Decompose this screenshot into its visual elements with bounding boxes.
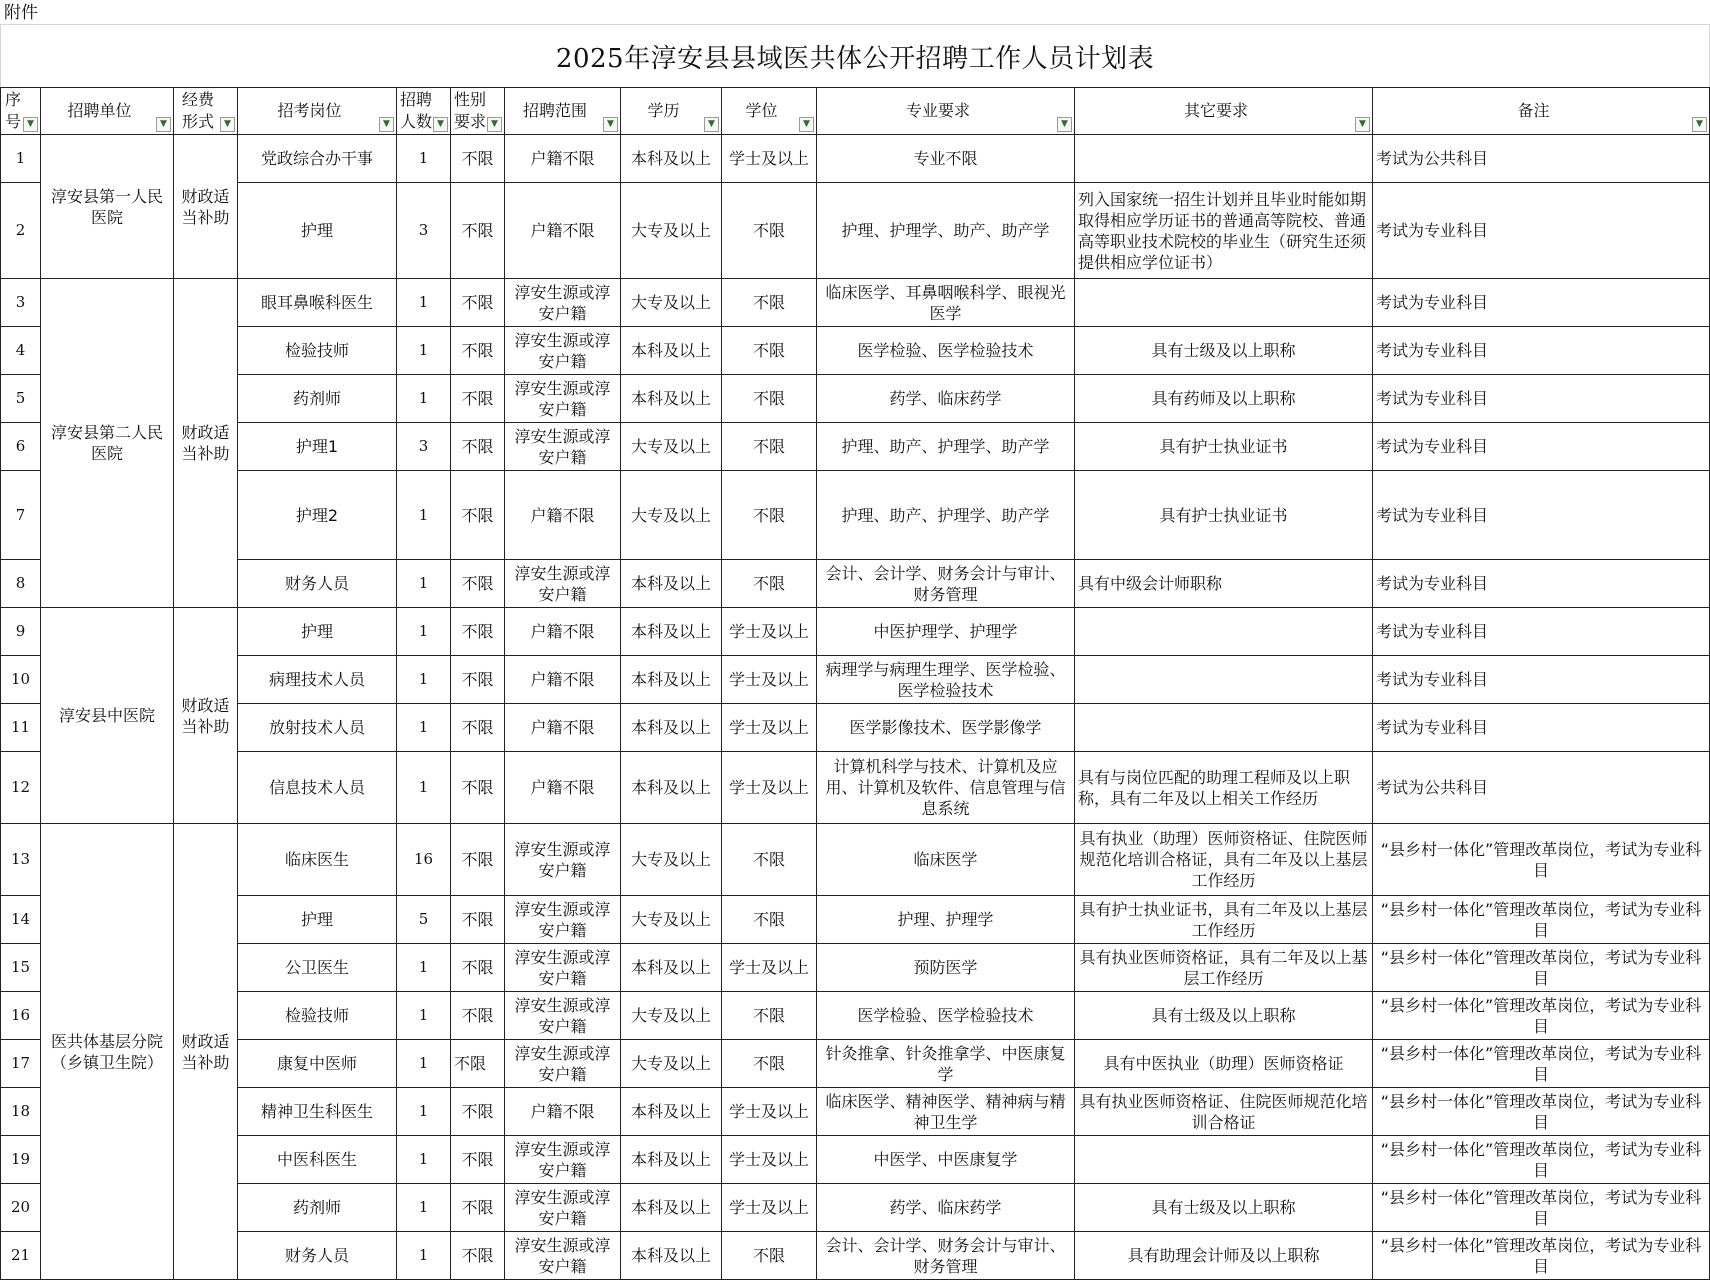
cell-degree[interactable]: 不限 [722, 992, 817, 1040]
cell-degree[interactable]: 不限 [722, 183, 817, 279]
cell-count[interactable]: 3 [397, 183, 451, 279]
cell-gender[interactable]: 不限 [451, 824, 505, 896]
cell-other[interactable] [1075, 704, 1373, 752]
cell-remark[interactable]: 考试为专业科目 [1373, 656, 1710, 704]
filter-dropdown-icon[interactable]: ▼ [487, 117, 502, 132]
cell-gender[interactable]: 不限 [451, 752, 505, 824]
header-no-label: 序号 [4, 90, 21, 131]
cell-education[interactable]: 大专及以上 [621, 423, 722, 471]
cell-post[interactable]: 检验技师 [238, 327, 397, 375]
cell-major[interactable]: 中医学、中医康复学 [817, 1136, 1075, 1184]
cell-other[interactable]: 具有士级及以上职称 [1075, 1184, 1373, 1232]
cell-no[interactable]: 18 [1, 1088, 41, 1136]
cell-no[interactable]: 17 [1, 1040, 41, 1088]
cell-education[interactable]: 大专及以上 [621, 1040, 722, 1088]
cell-major[interactable]: 医学检验、医学检验技术 [817, 992, 1075, 1040]
cell-remark[interactable]: 考试为专业科目 [1373, 560, 1710, 608]
cell-scope[interactable]: 户籍不限 [505, 471, 621, 560]
table-row [1, 704, 1710, 752]
cell-post[interactable]: 护理1 [238, 423, 397, 471]
table-row [1, 824, 1710, 896]
cell-major[interactable]: 会计、会计学、财务会计与审计、财务管理 [817, 1232, 1075, 1280]
cell-no[interactable]: 20 [1, 1184, 41, 1232]
cell-gender[interactable]: 不限 [451, 944, 505, 992]
cell-no[interactable]: 21 [1, 1232, 41, 1280]
cell-degree[interactable]: 学士及以上 [722, 752, 817, 824]
cell-major[interactable]: 病理学与病理生理学、医学检验、医学检验技术 [817, 656, 1075, 704]
header-post[interactable] [238, 88, 397, 135]
cell-post[interactable]: 护理 [238, 183, 397, 279]
cell-scope[interactable]: 淳安生源或淳安户籍 [505, 1040, 621, 1088]
cell-remark[interactable]: “县乡村一体化”管理改革岗位，考试为专业科目 [1373, 1136, 1710, 1184]
cell-post[interactable]: 眼耳鼻喉科医生 [238, 279, 397, 327]
cell-count[interactable]: 1 [397, 375, 451, 423]
filter-dropdown-icon[interactable]: ▼ [433, 117, 448, 132]
cell-gender[interactable]: 不限 [451, 423, 505, 471]
cell-count[interactable]: 1 [397, 704, 451, 752]
table-row [1, 183, 1710, 279]
cell-education[interactable]: 本科及以上 [621, 944, 722, 992]
cell-education[interactable]: 大专及以上 [621, 896, 722, 944]
table-row [1, 944, 1710, 992]
cell-post[interactable]: 财务人员 [238, 1232, 397, 1280]
filter-dropdown-icon[interactable]: ▼ [603, 117, 618, 132]
cell-post[interactable]: 检验技师 [238, 992, 397, 1040]
filter-dropdown-icon[interactable]: ▼ [1355, 117, 1370, 132]
cell-other[interactable]: 具有护士执业证书，具有二年及以上基层工作经历 [1075, 896, 1373, 944]
header-degree-label: 学位 [745, 101, 778, 120]
table-row [1, 992, 1710, 1040]
cell-scope[interactable]: 户籍不限 [505, 135, 621, 183]
cell-scope[interactable]: 淳安生源或淳安户籍 [505, 1184, 621, 1232]
cell-count[interactable]: 1 [397, 752, 451, 824]
cell-scope[interactable]: 淳安生源或淳安户籍 [505, 375, 621, 423]
cell-count[interactable]: 1 [397, 992, 451, 1040]
cell-other[interactable] [1075, 1136, 1373, 1184]
cell-education[interactable]: 本科及以上 [621, 375, 722, 423]
cell-post[interactable]: 病理技术人员 [238, 656, 397, 704]
cell-count[interactable]: 1 [397, 1136, 451, 1184]
cell-count[interactable]: 1 [397, 608, 451, 656]
cell-degree[interactable]: 不限 [722, 471, 817, 560]
cell-post[interactable]: 护理 [238, 896, 397, 944]
table-row [1, 1184, 1710, 1232]
cell-degree[interactable]: 不限 [722, 279, 817, 327]
cell-remark[interactable]: 考试为专业科目 [1373, 279, 1710, 327]
recruitment-table [0, 87, 1710, 1280]
cell-count[interactable]: 1 [397, 1232, 451, 1280]
cell-other[interactable]: 具有药师及以上职称 [1075, 375, 1373, 423]
cell-post[interactable]: 精神卫生科医生 [238, 1088, 397, 1136]
cell-no[interactable]: 19 [1, 1136, 41, 1184]
cell-post[interactable]: 护理 [238, 608, 397, 656]
cell-education[interactable]: 本科及以上 [621, 1088, 722, 1136]
header-scope[interactable] [505, 88, 621, 135]
cell-education[interactable]: 本科及以上 [621, 656, 722, 704]
cell-major[interactable]: 专业不限 [817, 135, 1075, 183]
cell-scope[interactable]: 淳安生源或淳安户籍 [505, 944, 621, 992]
cell-unit[interactable]: 医共体基层分院（乡镇卫生院） [41, 824, 174, 1280]
cell-scope[interactable]: 淳安生源或淳安户籍 [505, 1232, 621, 1280]
cell-scope[interactable]: 淳安生源或淳安户籍 [505, 992, 621, 1040]
cell-gender[interactable]: 不限 [451, 375, 505, 423]
cell-major[interactable]: 护理、助产、护理学、助产学 [817, 471, 1075, 560]
cell-gender[interactable]: 不限 [451, 992, 505, 1040]
cell-post[interactable]: 放射技术人员 [238, 704, 397, 752]
cell-other[interactable]: 具有士级及以上职称 [1075, 327, 1373, 375]
filter-dropdown-icon[interactable]: ▼ [1692, 117, 1707, 132]
cell-count[interactable]: 1 [397, 1184, 451, 1232]
cell-funding[interactable]: 财政适当补助 [174, 279, 238, 608]
header-gender-label: 性别要求 [454, 90, 487, 131]
cell-other[interactable]: 具有助理会计师及以上职称 [1075, 1232, 1373, 1280]
cell-major[interactable]: 中医护理学、护理学 [817, 608, 1075, 656]
cell-post[interactable]: 药剂师 [238, 375, 397, 423]
cell-gender[interactable]: 不限 [451, 1088, 505, 1136]
cell-no[interactable]: 3 [1, 279, 41, 327]
cell-scope[interactable]: 淳安生源或淳安户籍 [505, 423, 621, 471]
cell-scope[interactable]: 户籍不限 [505, 183, 621, 279]
header-remark-label: 备注 [1517, 101, 1550, 120]
cell-other[interactable]: 具有执业医师资格证，具有二年及以上基层工作经历 [1075, 944, 1373, 992]
header-unit[interactable] [41, 88, 174, 135]
filter-dropdown-icon[interactable]: ▼ [1057, 117, 1072, 132]
cell-degree[interactable]: 不限 [722, 824, 817, 896]
cell-post[interactable]: 中医科医生 [238, 1136, 397, 1184]
table-row [1, 1136, 1710, 1184]
cell-major[interactable]: 预防医学 [817, 944, 1075, 992]
cell-unit[interactable]: 淳安县第二人民医院 [41, 279, 174, 608]
cell-gender[interactable]: 不限 [451, 1232, 505, 1280]
cell-education[interactable]: 本科及以上 [621, 560, 722, 608]
cell-major[interactable]: 针灸推拿、针灸推拿学、中医康复学 [817, 1040, 1075, 1088]
table-row [1, 560, 1710, 608]
cell-funding[interactable]: 财政适当补助 [174, 135, 238, 279]
cell-other[interactable] [1075, 279, 1373, 327]
header-other[interactable] [1075, 88, 1373, 135]
cell-education[interactable]: 本科及以上 [621, 327, 722, 375]
cell-no[interactable]: 11 [1, 704, 41, 752]
cell-no[interactable]: 14 [1, 896, 41, 944]
table-row [1, 656, 1710, 704]
cell-no[interactable]: 8 [1, 560, 41, 608]
cell-education[interactable]: 本科及以上 [621, 752, 722, 824]
cell-count[interactable]: 1 [397, 135, 451, 183]
cell-funding[interactable]: 财政适当补助 [174, 608, 238, 824]
cell-gender[interactable]: 不限 [451, 1136, 505, 1184]
cell-degree[interactable]: 学士及以上 [722, 656, 817, 704]
cell-count[interactable]: 1 [397, 471, 451, 560]
cell-other[interactable]: 具有中医执业（助理）医师资格证 [1075, 1040, 1373, 1088]
cell-remark[interactable]: 考试为专业科目 [1373, 471, 1710, 560]
page-title: 2025年淳安县县域医共体公开招聘工作人员计划表 [555, 43, 1155, 74]
cell-remark[interactable]: 考试为专业科目 [1373, 327, 1710, 375]
table-row [1, 1088, 1710, 1136]
cell-remark[interactable]: “县乡村一体化”管理改革岗位，考试为专业科目 [1373, 824, 1710, 896]
cell-post[interactable]: 党政综合办干事 [238, 135, 397, 183]
title-row [0, 25, 1710, 87]
cell-degree[interactable]: 学士及以上 [722, 608, 817, 656]
header-count-label: 招聘人数 [400, 90, 433, 131]
cell-major[interactable]: 医学影像技术、医学影像学 [817, 704, 1075, 752]
cell-count[interactable]: 1 [397, 1088, 451, 1136]
header-scope-label: 招聘范围 [522, 101, 587, 120]
cell-gender[interactable]: 不限 [451, 135, 505, 183]
cell-remark[interactable]: “县乡村一体化”管理改革岗位，考试为专业科目 [1373, 1184, 1710, 1232]
header-funding[interactable] [174, 88, 238, 135]
table-row [1, 1232, 1710, 1280]
cell-scope[interactable]: 户籍不限 [505, 656, 621, 704]
cell-post[interactable]: 财务人员 [238, 560, 397, 608]
cell-education[interactable]: 大专及以上 [621, 279, 722, 327]
header-funding-label: 经费形式 [181, 90, 214, 131]
cell-count[interactable]: 1 [397, 1040, 451, 1088]
cell-other[interactable]: 具有护士执业证书 [1075, 471, 1373, 560]
cell-major[interactable]: 护理、护理学 [817, 896, 1075, 944]
cell-no[interactable]: 15 [1, 944, 41, 992]
cell-remark[interactable]: 考试为专业科目 [1373, 183, 1710, 279]
table-row [1, 279, 1710, 327]
cell-no[interactable]: 9 [1, 608, 41, 656]
cell-no[interactable]: 16 [1, 992, 41, 1040]
cell-gender[interactable]: 不限 [451, 471, 505, 560]
header-remark[interactable] [1373, 88, 1710, 135]
cell-no[interactable]: 6 [1, 423, 41, 471]
filter-dropdown-icon[interactable]: ▼ [704, 117, 719, 132]
table-row [1, 375, 1710, 423]
table-row [1, 1040, 1710, 1088]
cell-remark[interactable]: 考试为公共科目 [1373, 135, 1710, 183]
cell-post[interactable]: 信息技术人员 [238, 752, 397, 824]
table-row [1, 135, 1710, 183]
cell-scope[interactable]: 户籍不限 [505, 704, 621, 752]
cell-post[interactable]: 药剂师 [238, 1184, 397, 1232]
cell-major[interactable]: 药学、临床药学 [817, 1184, 1075, 1232]
cell-degree[interactable]: 不限 [722, 896, 817, 944]
cell-post[interactable]: 公卫医生 [238, 944, 397, 992]
cell-remark[interactable]: 考试为专业科目 [1373, 608, 1710, 656]
cell-count[interactable]: 16 [397, 824, 451, 896]
cell-scope[interactable]: 淳安生源或淳安户籍 [505, 896, 621, 944]
cell-other[interactable]: 列入国家统一招生计划并且毕业时能如期取得相应学历证书的普通高等院校、普通高等职业技术院校的毕业生（研究生还须提供相应学位证书） [1075, 183, 1373, 279]
cell-count[interactable]: 1 [397, 944, 451, 992]
header-major-label: 专业要求 [905, 101, 970, 120]
cell-major[interactable]: 临床医学、耳鼻咽喉科学、眼视光医学 [817, 279, 1075, 327]
cell-remark[interactable]: “县乡村一体化”管理改革岗位，考试为专业科目 [1373, 1232, 1710, 1280]
header-count[interactable] [397, 88, 451, 135]
cell-other[interactable]: 具有士级及以上职称 [1075, 992, 1373, 1040]
cell-gender[interactable]: 不限 [451, 1184, 505, 1232]
cell-degree[interactable]: 不限 [722, 375, 817, 423]
cell-scope[interactable]: 户籍不限 [505, 1088, 621, 1136]
cell-unit[interactable]: 淳安县第一人民医院 [41, 135, 174, 279]
cell-degree[interactable]: 学士及以上 [722, 704, 817, 752]
cell-count[interactable]: 5 [397, 896, 451, 944]
cell-remark[interactable]: 考试为专业科目 [1373, 704, 1710, 752]
cell-education[interactable]: 大专及以上 [621, 183, 722, 279]
cell-education[interactable]: 本科及以上 [621, 135, 722, 183]
cell-major[interactable]: 临床医学 [817, 824, 1075, 896]
cell-other[interactable]: 具有执业医师资格证、住院医师规范化培训合格证 [1075, 1088, 1373, 1136]
cell-funding[interactable]: 财政适当补助 [174, 824, 238, 1280]
cell-education[interactable]: 大专及以上 [621, 471, 722, 560]
cell-education[interactable]: 大专及以上 [621, 992, 722, 1040]
cell-no[interactable]: 12 [1, 752, 41, 824]
cell-degree[interactable]: 不限 [722, 423, 817, 471]
filter-dropdown-icon[interactable]: ▼ [220, 117, 235, 132]
filter-dropdown-icon[interactable]: ▼ [156, 117, 171, 132]
cell-degree[interactable]: 学士及以上 [722, 135, 817, 183]
header-education[interactable] [621, 88, 722, 135]
cell-education[interactable]: 大专及以上 [621, 824, 722, 896]
cell-gender[interactable]: 不限 [451, 656, 505, 704]
filter-dropdown-icon[interactable]: ▼ [379, 117, 394, 132]
header-major[interactable] [817, 88, 1075, 135]
cell-degree[interactable]: 不限 [722, 560, 817, 608]
cell-unit[interactable]: 淳安县中医院 [41, 608, 174, 824]
cell-no[interactable]: 13 [1, 824, 41, 896]
cell-remark[interactable]: “县乡村一体化”管理改革岗位，考试为专业科目 [1373, 1040, 1710, 1088]
cell-count[interactable]: 1 [397, 656, 451, 704]
cell-other[interactable] [1075, 135, 1373, 183]
header-education-label: 学历 [647, 101, 680, 120]
cell-count[interactable]: 3 [397, 423, 451, 471]
cell-major[interactable]: 会计、会计学、财务会计与审计、财务管理 [817, 560, 1075, 608]
table-row [1, 327, 1710, 375]
header-post-label: 招考岗位 [277, 101, 342, 120]
cell-gender[interactable]: 不限 [451, 327, 505, 375]
cell-scope[interactable]: 淳安生源或淳安户籍 [505, 279, 621, 327]
cell-remark[interactable]: “县乡村一体化”管理改革岗位，考试为专业科目 [1373, 896, 1710, 944]
cell-remark[interactable]: 考试为专业科目 [1373, 375, 1710, 423]
cell-gender[interactable]: 不限 [451, 896, 505, 944]
header-unit-label: 招聘单位 [67, 101, 132, 120]
cell-degree[interactable]: 不限 [722, 1040, 817, 1088]
cell-scope[interactable]: 户籍不限 [505, 608, 621, 656]
cell-major[interactable]: 医学检验、医学检验技术 [817, 327, 1075, 375]
cell-gender[interactable]: 不限 [451, 183, 505, 279]
cell-degree[interactable]: 不限 [722, 327, 817, 375]
cell-major[interactable]: 护理、助产、护理学、助产学 [817, 423, 1075, 471]
table-row [1, 896, 1710, 944]
header-no[interactable] [1, 88, 41, 135]
cell-other[interactable]: 具有与岗位匹配的助理工程师及以上职称，具有二年及以上相关工作经历 [1075, 752, 1373, 824]
table-row [1, 423, 1710, 471]
cell-major[interactable]: 药学、临床药学 [817, 375, 1075, 423]
cell-remark[interactable]: “县乡村一体化”管理改革岗位，考试为专业科目 [1373, 992, 1710, 1040]
cell-degree[interactable]: 学士及以上 [722, 1184, 817, 1232]
cell-other[interactable] [1075, 608, 1373, 656]
cell-post[interactable]: 康复中医师 [238, 1040, 397, 1088]
cell-other[interactable]: 具有中级会计师职称 [1075, 560, 1373, 608]
cell-no[interactable]: 2 [1, 183, 41, 279]
table-row [1, 752, 1710, 824]
cell-scope[interactable]: 淳安生源或淳安户籍 [505, 327, 621, 375]
table-row [1, 471, 1710, 560]
cell-scope[interactable]: 淳安生源或淳安户籍 [505, 1136, 621, 1184]
cell-education[interactable]: 本科及以上 [621, 608, 722, 656]
cell-gender[interactable]: 不限 [451, 560, 505, 608]
cell-no[interactable]: 1 [1, 135, 41, 183]
cell-education[interactable]: 本科及以上 [621, 704, 722, 752]
cell-gender[interactable]: 不限 [451, 279, 505, 327]
cell-other[interactable]: 具有执业（助理）医师资格证、住院医师规范化培训合格证，具有二年及以上基层工作经历 [1075, 824, 1373, 896]
cell-no[interactable]: 10 [1, 656, 41, 704]
cell-other[interactable] [1075, 656, 1373, 704]
cell-degree[interactable]: 学士及以上 [722, 1136, 817, 1184]
header-gender[interactable] [451, 88, 505, 135]
cell-education[interactable]: 本科及以上 [621, 1136, 722, 1184]
cell-no[interactable]: 4 [1, 327, 41, 375]
cell-remark[interactable]: 考试为专业科目 [1373, 423, 1710, 471]
cell-remark[interactable]: “县乡村一体化”管理改革岗位，考试为专业科目 [1373, 944, 1710, 992]
cell-major[interactable]: 护理、护理学、助产、助产学 [817, 183, 1075, 279]
cell-major[interactable]: 临床医学、精神医学、精神病与精神卫生学 [817, 1088, 1075, 1136]
cell-no[interactable]: 5 [1, 375, 41, 423]
cell-count[interactable]: 1 [397, 560, 451, 608]
cell-scope[interactable]: 淳安生源或淳安户籍 [505, 560, 621, 608]
cell-count[interactable]: 1 [397, 279, 451, 327]
cell-scope[interactable]: 淳安生源或淳安户籍 [505, 824, 621, 896]
cell-degree[interactable]: 学士及以上 [722, 1088, 817, 1136]
filter-dropdown-icon[interactable]: ▼ [799, 117, 814, 132]
header-row [1, 88, 1710, 135]
attachment-label: 附件 [4, 3, 38, 23]
cell-other[interactable]: 具有护士执业证书 [1075, 423, 1373, 471]
cell-gender[interactable]: 不限 [451, 704, 505, 752]
cell-post[interactable]: 护理2 [238, 471, 397, 560]
cell-degree[interactable]: 不限 [722, 1232, 817, 1280]
cell-degree[interactable]: 学士及以上 [722, 944, 817, 992]
table-row [1, 608, 1710, 656]
filter-dropdown-icon[interactable]: ▼ [23, 117, 38, 132]
header-other-label: 其它要求 [1183, 101, 1248, 120]
cell-scope[interactable]: 户籍不限 [505, 752, 621, 824]
cell-no[interactable]: 7 [1, 471, 41, 560]
header-degree[interactable] [722, 88, 817, 135]
cell-gender[interactable]: 不限 [451, 1040, 505, 1088]
cell-education[interactable]: 本科及以上 [621, 1184, 722, 1232]
cell-education[interactable]: 本科及以上 [621, 1232, 722, 1280]
cell-gender[interactable]: 不限 [451, 608, 505, 656]
cell-post[interactable]: 临床医生 [238, 824, 397, 896]
cell-count[interactable]: 1 [397, 327, 451, 375]
cell-major[interactable]: 计算机科学与技术、计算机及应用、计算机及软件、信息管理与信息系统 [817, 752, 1075, 824]
cell-remark[interactable]: “县乡村一体化”管理改革岗位，考试为专业科目 [1373, 1088, 1710, 1136]
cell-remark[interactable]: 考试为公共科目 [1373, 752, 1710, 824]
